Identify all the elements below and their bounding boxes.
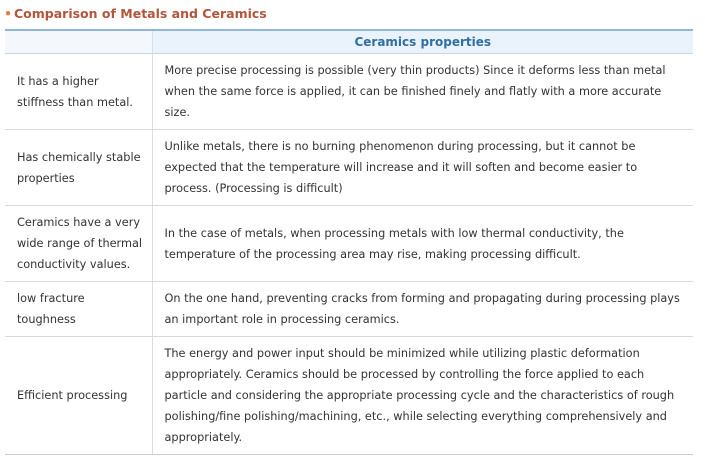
row-description: In the case of metals, when processing metals with low thermal conductivity, the temperature of the processing area may rise, making processing difficult. bbox=[152, 206, 693, 282]
section-title-text: Comparison of Metals and Ceramics bbox=[14, 6, 267, 21]
row-description: The energy and power input should be minimized while utilizing plastic deformation appropriately. Ceramics should be processed by controlling the force applied to each particle and considering the appropriate processing cycle and the characteristics of rough polishing/fine polishing/machining, etc., while selecting everything comprehensively and appropriately. bbox=[152, 337, 693, 455]
table-header-row bbox=[5, 30, 693, 54]
table-row bbox=[5, 206, 693, 282]
table-row bbox=[5, 337, 693, 455]
header-cell-empty bbox=[5, 30, 152, 54]
table-row bbox=[5, 54, 693, 130]
row-description: More precise processing is possible (very thin products) Since it deforms less than metal when the same force is applied, it can be finished finely and flatly with a more accurate size. bbox=[152, 54, 693, 130]
row-label: Efficient processing bbox=[5, 337, 152, 455]
bullet-icon: • bbox=[4, 6, 12, 21]
table-row bbox=[5, 282, 693, 337]
row-label: It has a higher stiffness than metal. bbox=[5, 54, 152, 130]
row-label: low fracture toughness bbox=[5, 282, 152, 337]
section-title bbox=[4, 5, 267, 23]
row-label: Ceramics have a very wide range of thermal conductivity values. bbox=[5, 206, 152, 282]
table-row bbox=[5, 130, 693, 206]
header-cell-ceramics-properties: Ceramics properties bbox=[152, 30, 693, 54]
row-description: Unlike metals, there is no burning phenomenon during processing, but it cannot be expected that the temperature will increase and it will soften and become easier to process. (Processing is difficult) bbox=[152, 130, 693, 206]
row-label: Has chemically stable properties bbox=[5, 130, 152, 206]
row-description: On the one hand, preventing cracks from forming and propagating during processing plays an important role in processing ceramics. bbox=[152, 282, 693, 337]
comparison-table bbox=[5, 29, 693, 455]
